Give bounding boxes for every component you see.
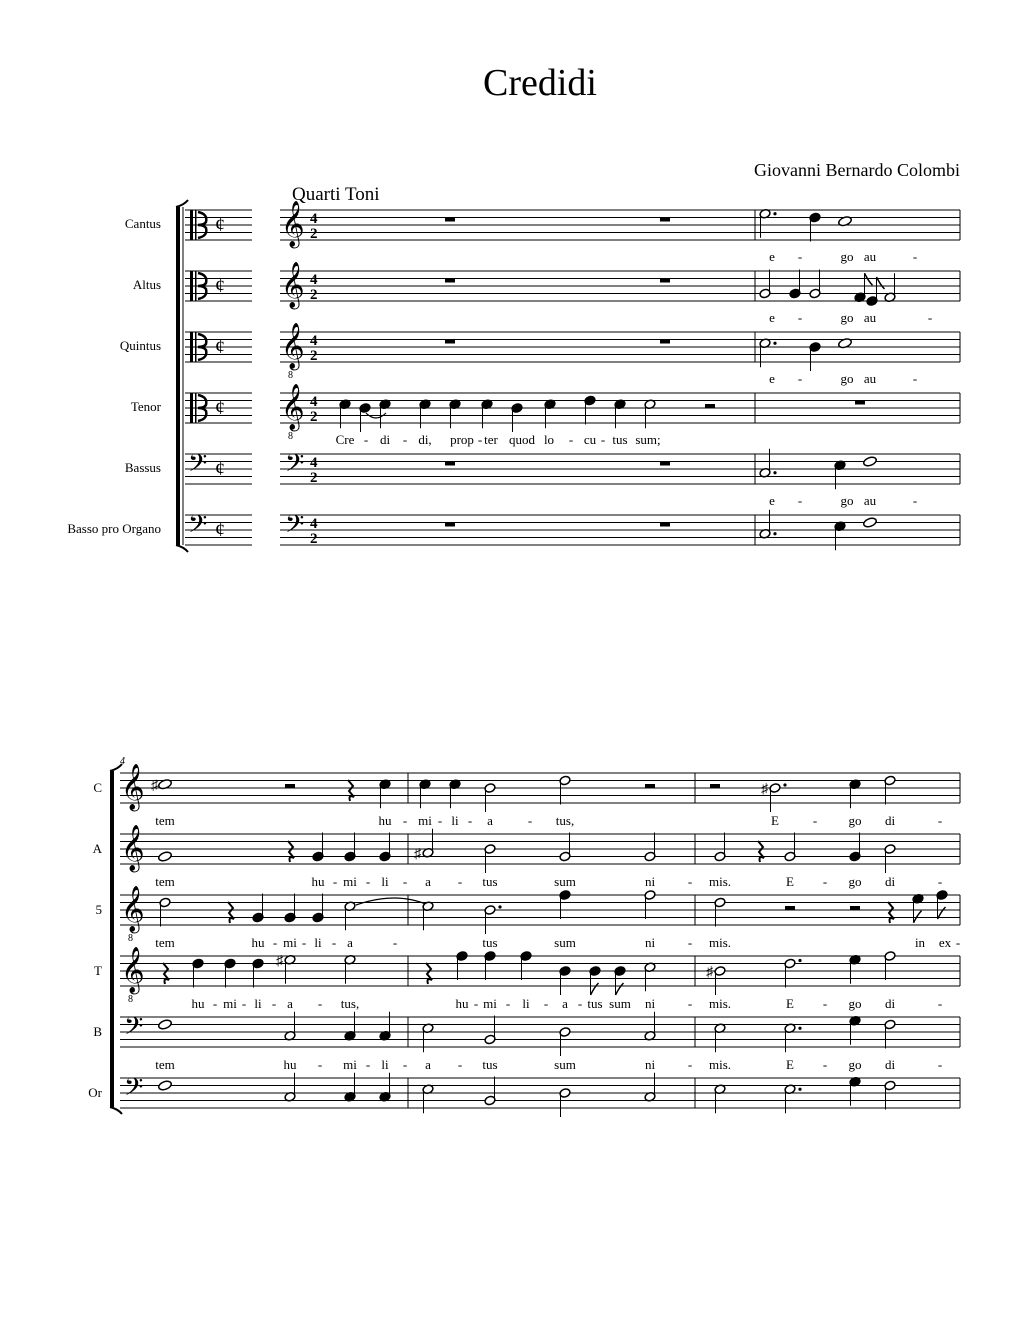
lyric-syllable: -: [600, 432, 606, 447]
lyric-syllable: -: [365, 1057, 371, 1072]
lyric-syllable: tem: [155, 813, 175, 828]
c-clef-bar: [195, 332, 197, 362]
lyric-syllable: li: [381, 1057, 389, 1072]
lyric-syllable: di: [379, 432, 391, 447]
lyric-syllable: go: [848, 874, 862, 889]
lyric-syllable: cu: [583, 432, 597, 447]
system-bracket: [176, 207, 180, 545]
lyric-syllable: di,: [418, 432, 432, 447]
quarter-rest: [163, 963, 169, 984]
whole-rest: [445, 340, 455, 344]
voice-short-bassus: B: [93, 1024, 102, 1039]
lyric-syllable: sum: [554, 1057, 576, 1072]
lyric-syllable: -: [955, 935, 961, 950]
augmentation-dot: [798, 1027, 801, 1030]
augmentation-dot: [773, 342, 776, 345]
cut-time-sign: ¢: [215, 397, 225, 419]
lyric-syllable: go: [848, 1057, 862, 1072]
lyric-syllable: au: [863, 371, 877, 386]
lyric-syllable: -: [241, 996, 247, 1011]
lyric-syllable: mi: [283, 935, 297, 950]
lyric-syllable: -: [687, 1057, 693, 1072]
lyric-syllable: tem: [155, 874, 175, 889]
augmentation-dot: [498, 905, 501, 908]
lyric-syllable: e: [769, 249, 775, 264]
lyric-syllable: -: [477, 432, 483, 447]
measure-number: 4: [120, 756, 125, 767]
lyric-syllable: -: [577, 996, 583, 1011]
octave-eight: 8: [288, 431, 293, 442]
lyric-syllable: -: [527, 813, 533, 828]
lyric-syllable: -: [365, 874, 371, 889]
c-clef-bar: [190, 210, 193, 240]
lyric-syllable: hu: [311, 874, 325, 889]
lyric-syllable: -: [402, 813, 408, 828]
lyric-syllable: -: [272, 935, 278, 950]
lyric-syllable: -: [687, 935, 693, 950]
lyric-syllable: go: [840, 493, 854, 508]
lyric-syllable: -: [797, 371, 803, 386]
treble-clef: 𝄞: [121, 947, 145, 992]
lyric-syllable: go: [840, 310, 854, 325]
augmentation-dot: [773, 471, 776, 474]
time-signature-bottom: 2: [310, 531, 318, 547]
whole-rest: [660, 462, 670, 466]
time-signature-top: 4: [310, 516, 318, 532]
time-signature-bottom: 2: [310, 409, 318, 425]
lyric-syllable: ter: [484, 432, 498, 447]
lyric-syllable: a: [562, 996, 568, 1011]
lyric-syllable: in: [914, 935, 926, 950]
treble-clef: 𝄞: [281, 384, 305, 429]
lyric-syllable: -: [467, 813, 473, 828]
c-clef-bar: [195, 393, 197, 423]
voice-label-basso-pro-organo: Basso pro Organo: [67, 521, 161, 536]
treble-clef: 𝄞: [281, 262, 305, 307]
lyric-syllable: E: [786, 996, 794, 1011]
bass-clef: 𝄢: [188, 450, 208, 483]
lyric-syllable: li: [522, 996, 530, 1011]
lyric-syllable: a: [347, 935, 353, 950]
bass-clef: 𝄢: [285, 511, 305, 544]
note-head: [158, 851, 173, 863]
lyric-syllable: -: [505, 996, 511, 1011]
voice-label-bassus: Bassus: [124, 460, 161, 475]
lyric-syllable: e: [769, 493, 775, 508]
cut-time-sign: ¢: [215, 275, 225, 297]
note-head: [158, 1019, 173, 1031]
note-flag: [591, 983, 599, 995]
lyric-syllable: tus: [482, 935, 498, 950]
lyric-syllable: go: [848, 996, 862, 1011]
cut-time-sign: ¢: [215, 458, 225, 480]
lyric-syllable: ni: [644, 935, 656, 950]
whole-rest: [445, 523, 455, 527]
treble-clef: 𝄞: [121, 764, 145, 809]
cut-time-sign: ¢: [215, 519, 225, 541]
composer-name: Giovanni Bernardo Colombi: [754, 160, 960, 180]
lyric-syllable: hu: [191, 996, 205, 1011]
cut-time-sign: ¢: [215, 336, 225, 358]
lyric-syllable: sum: [554, 874, 576, 889]
lyric-syllable: lo: [543, 432, 555, 447]
octave-eight: 8: [128, 994, 133, 1005]
lyric-syllable: -: [301, 935, 307, 950]
lyric-syllable: -: [812, 813, 818, 828]
augmentation-dot: [773, 212, 776, 215]
lyric-syllable: mi: [343, 874, 357, 889]
lyric-syllable: ni: [644, 996, 656, 1011]
half-rest: [850, 906, 860, 910]
lyric-syllable: hu: [378, 813, 392, 828]
lyric-syllable: tem: [155, 1057, 175, 1072]
lyric-syllable: a: [287, 996, 293, 1011]
time-signature-top: 4: [310, 272, 318, 288]
c-clef-bar: [195, 210, 197, 240]
lyric-syllable: -: [331, 935, 337, 950]
lyric-syllable: -: [317, 1057, 323, 1072]
lyric-syllable: -: [473, 996, 479, 1011]
lyric-syllable: prop: [450, 432, 474, 447]
whole-rest: [445, 218, 455, 222]
lyric-syllable: au: [863, 310, 877, 325]
lyric-syllable: tus: [612, 432, 628, 447]
voice-label-cantus: Cantus: [124, 216, 161, 231]
quarter-rest: [758, 841, 764, 862]
lyric-syllable: -: [457, 874, 463, 889]
lyric-syllable: -: [543, 996, 549, 1011]
lyric-syllable: -: [912, 493, 918, 508]
time-signature-top: 4: [310, 211, 318, 227]
lyric-syllable: -: [271, 996, 277, 1011]
bass-clef: 𝄢: [188, 511, 208, 544]
lyric-syllable: li: [254, 996, 262, 1011]
c-clef-bar: [190, 393, 193, 423]
time-signature-top: 4: [310, 455, 318, 471]
lyric-syllable: go: [840, 249, 854, 264]
treble-clef: 𝄞: [281, 201, 305, 246]
lyric-syllable: tus: [482, 874, 498, 889]
time-signature-bottom: 2: [310, 226, 318, 242]
lyric-syllable: -: [687, 874, 693, 889]
lyric-syllable: -: [937, 996, 943, 1011]
system-bracket: [110, 771, 114, 1107]
lyric-syllable: -: [822, 996, 828, 1011]
bass-clef: 𝄢: [285, 450, 305, 483]
cut-time-sign: ¢: [215, 214, 225, 236]
lyric-syllable: -: [937, 1057, 943, 1072]
augmentation-dot: [783, 783, 786, 786]
lyric-syllable: a: [425, 1057, 431, 1072]
treble-clef: 𝄞: [281, 323, 305, 368]
lyric-syllable: di: [884, 813, 896, 828]
time-signature-bottom: 2: [310, 348, 318, 364]
voice-short-organ: Or: [88, 1085, 102, 1100]
lyric-syllable: mi: [483, 996, 497, 1011]
lyric-syllable: -: [797, 310, 803, 325]
augmentation-dot: [773, 532, 776, 535]
lyric-syllable: au: [863, 493, 877, 508]
lyric-syllable: -: [912, 371, 918, 386]
bass-clef: 𝄢: [124, 1074, 144, 1107]
lyric-syllable: mis.: [708, 874, 732, 889]
note-flag: [914, 911, 922, 923]
note-head: [863, 517, 878, 529]
lyric-syllable: -: [332, 874, 338, 889]
system2-voice-labels: [88, 756, 125, 1100]
lyric-syllable: ni: [644, 874, 656, 889]
lyric-syllable: -: [363, 432, 369, 447]
bracket-hook: [176, 200, 188, 207]
quarter-rest: [426, 963, 432, 984]
lyric-syllable: a: [425, 874, 431, 889]
lyric-syllable: sum: [609, 996, 631, 1011]
lyric-syllable: hu: [283, 1057, 297, 1072]
lyric-syllable: e: [769, 310, 775, 325]
whole-rest: [660, 279, 670, 283]
lyric-syllable: -: [402, 874, 408, 889]
lyric-syllable: quod: [509, 432, 535, 447]
lyric-syllable: mis.: [708, 1057, 732, 1072]
voice-label-altus: Altus: [132, 277, 161, 292]
c-clef-bar: [190, 332, 193, 362]
lyric-syllable: tus,: [340, 996, 360, 1011]
voice-short-quintus: 5: [95, 902, 102, 917]
note-head: [158, 1080, 173, 1092]
system1-voice-labels: [67, 216, 161, 536]
lyric-syllable: mi: [418, 813, 432, 828]
lyric-syllable: -: [402, 432, 408, 447]
octave-eight: 8: [288, 370, 293, 381]
whole-rest: [855, 401, 865, 405]
voice-label-quintus: Quintus: [119, 338, 161, 353]
lyric-syllable: -: [212, 996, 218, 1011]
bracket-hook: [176, 545, 188, 552]
lyric-syllable: mis.: [708, 996, 732, 1011]
lyric-syllable: a: [487, 813, 493, 828]
quarter-rest: [348, 780, 354, 801]
music-notation: [110, 200, 960, 1117]
lyric-syllable: -: [568, 432, 574, 447]
bass-clef: 𝄢: [124, 1013, 144, 1046]
lyric-syllable: di: [884, 996, 896, 1011]
lyric-syllable: -: [937, 874, 943, 889]
lyric-syllable: mis.: [708, 935, 732, 950]
lyric-syllable: -: [687, 996, 693, 1011]
c-clef-bar: [195, 271, 197, 301]
lyric-syllable: tus,: [555, 813, 575, 828]
sharp-accidental: ♯: [761, 782, 768, 797]
lyric-syllable: di: [884, 1057, 896, 1072]
lyric-syllable: sum;: [635, 432, 661, 447]
half-rest: [785, 906, 795, 910]
sharp-accidental: ♯: [706, 965, 713, 980]
quarter-rest: [228, 902, 234, 923]
treble-clef: 𝄞: [121, 825, 145, 870]
half-rest: [645, 784, 655, 788]
lyric-syllable: go: [840, 371, 854, 386]
lyric-syllable: -: [437, 813, 443, 828]
lyric-syllable: -: [392, 935, 398, 950]
whole-rest: [660, 218, 670, 222]
lyric-syllable: E: [786, 1057, 794, 1072]
lyric-syllable: -: [822, 874, 828, 889]
lyric-syllable: di: [884, 874, 896, 889]
tie: [356, 898, 428, 905]
whole-rest: [445, 462, 455, 466]
c-clef-bar: [190, 271, 193, 301]
sharp-accidental: ♯: [276, 953, 283, 969]
time-signature-bottom: 2: [310, 287, 318, 303]
lyric-syllable: ex: [938, 935, 952, 950]
lyric-syllable: -: [822, 1057, 828, 1072]
lyric-syllable: hu: [251, 935, 265, 950]
lyric-syllable: ni: [644, 1057, 656, 1072]
lyric-syllable: li: [451, 813, 459, 828]
lyric-syllable: mi: [223, 996, 237, 1011]
half-rest: [710, 784, 720, 788]
octave-eight: 8: [128, 933, 133, 944]
time-signature-top: 4: [310, 394, 318, 410]
lyric-syllable: -: [317, 996, 323, 1011]
augmentation-dot: [798, 1088, 801, 1091]
lyric-syllable: E: [771, 813, 779, 828]
lyric-syllable: tus: [482, 1057, 498, 1072]
sharp-accidental: ♯: [414, 846, 421, 862]
time-signature-bottom: 2: [310, 470, 318, 486]
lyric-syllable: -: [457, 1057, 463, 1072]
whole-rest: [660, 523, 670, 527]
lyric-syllable: go: [848, 813, 862, 828]
voice-short-altus: A: [92, 841, 102, 856]
lyric-syllable: tus: [587, 996, 603, 1011]
lyric-syllable: Cre: [335, 432, 355, 447]
lyric-syllable: -: [402, 1057, 408, 1072]
sharp-accidental: ♯: [151, 778, 158, 794]
lyric-syllable: sum: [554, 935, 576, 950]
half-rest: [705, 404, 715, 408]
note-flag: [616, 983, 624, 995]
voice-short-tenor: T: [94, 963, 102, 978]
lyric-syllable: -: [912, 249, 918, 264]
time-signature-top: 4: [310, 333, 318, 349]
lyric-syllable: -: [797, 493, 803, 508]
lyric-syllable: -: [927, 310, 933, 325]
whole-rest: [660, 340, 670, 344]
lyric-syllable: -: [937, 813, 943, 828]
quarter-rest: [888, 902, 894, 923]
piece-title: Credidi: [483, 62, 597, 104]
note-head: [863, 456, 878, 468]
voice-label-tenor: Tenor: [130, 399, 161, 414]
lyric-syllable: au: [863, 249, 877, 264]
lyric-syllable: E: [786, 874, 794, 889]
lyric-syllable: e: [769, 371, 775, 386]
note-flag: [865, 273, 873, 285]
half-rest: [285, 784, 295, 788]
treble-clef: 𝄞: [121, 886, 145, 931]
voice-short-cantus: C: [93, 780, 102, 795]
augmentation-dot: [798, 959, 801, 962]
lyric-syllable: -: [797, 249, 803, 264]
quarter-rest: [288, 841, 294, 862]
mode-label: Quarti Toni: [292, 184, 380, 205]
lyric-syllable: mi: [343, 1057, 357, 1072]
lyric-syllable: tem: [155, 935, 175, 950]
whole-rest: [445, 279, 455, 283]
lyric-syllable: li: [314, 935, 322, 950]
lyric-syllable: hu: [455, 996, 469, 1011]
lyric-syllable: li: [381, 874, 389, 889]
